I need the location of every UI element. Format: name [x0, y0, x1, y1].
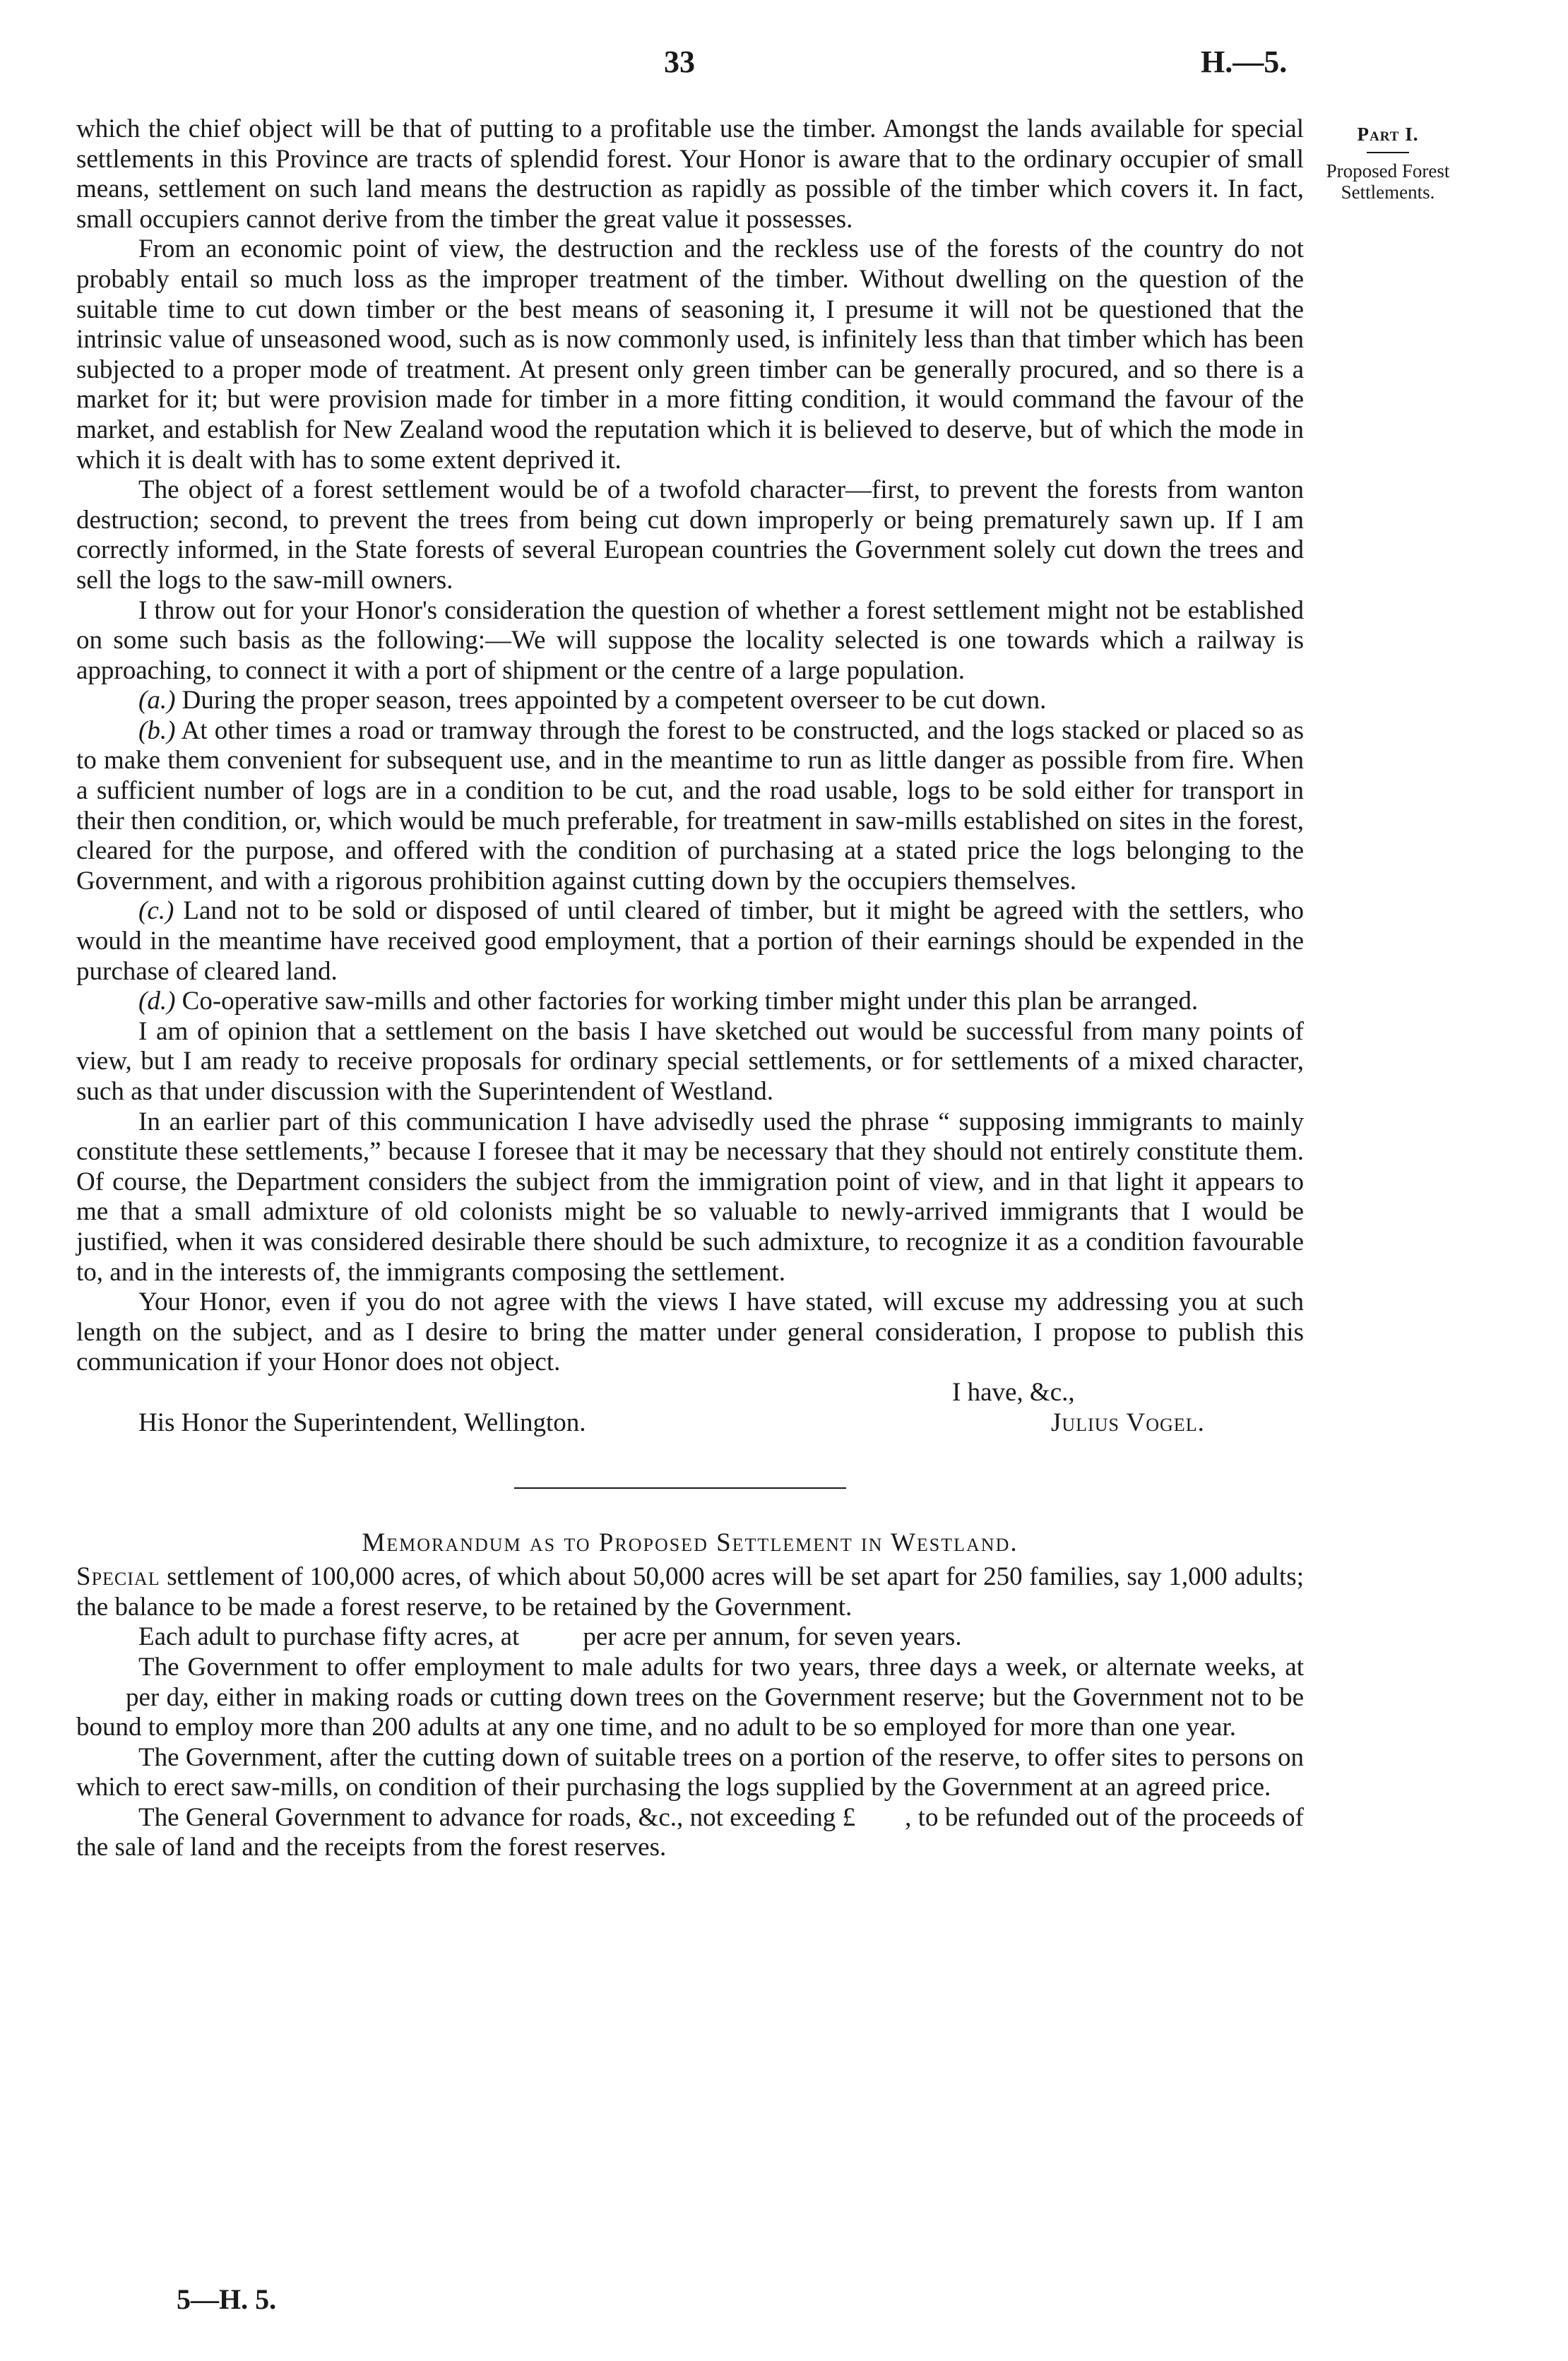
memorandum-paragraph [76, 1803, 1304, 1863]
memorandum-text: per day, either in making roads or cutting down trees on the Government reserve; but the Government not to be bound to employ more than 200 adults at any one time, and no adult to be so employed for more than one year. [76, 1682, 1304, 1742]
page-number: 33 [664, 44, 695, 79]
list-item-letter: (d.) [138, 987, 176, 1016]
list-item-letter: (a.) [138, 686, 176, 715]
running-head [0, 44, 1568, 86]
memorandum-paragraph [76, 1562, 1304, 1622]
list-item-d [76, 987, 1304, 1017]
margin-part-label: Part I. [1357, 124, 1419, 145]
list-item-a [76, 686, 1304, 716]
list-item-letter: (b.) [138, 715, 176, 745]
divider-rule [514, 1487, 846, 1489]
list-item-text: During the proper season, trees appointed by a competent overseer to be cut down. [182, 686, 1047, 715]
list-item-text: Land not to be sold or disposed of until cleared of timber, but it might be agreed with the settlers, who would in the meantime have received good employment, that a portion of their earnings should be expended in the purchase of cleared land. [76, 896, 1304, 986]
list-item-text: At other times a road or tramway through the forest to be constructed, and the logs stacked or placed so as to make them convenient for subsequent use, and in the meantime to run as little danger as possible from fire. When a sufficient number of logs are in a condition to be cut, and the road usable, logs to be sold either for transport in their then condition, or, which would be much preferable, for treatment in saw-mills established on sites in the forest, cleared for the purpose, and offered with the condition of purchasing at a stated price the logs belonging to the Government, and with a rigorous prohibition against cutting down by the occupiers themselves. [76, 715, 1304, 896]
memorandum-lead-word: Special [76, 1562, 160, 1592]
memorandum-paragraph: The Government, after the cutting down of suitable trees on a portion of the reserve, to offer sites to persons on which to erect saw-mills, on condition of their purchasing the logs supplied by the Government at an agreed price. [76, 1742, 1304, 1802]
signoff-line [76, 1378, 1304, 1408]
margin-note [1310, 124, 1466, 203]
memorandum-paragraph [76, 1653, 1304, 1743]
memorandum-text: per acre per annum, for seven years. [583, 1622, 962, 1652]
letter-paragraph: Your Honor, even if you do not agree with the views I have stated, will excuse my addressing you at such length on the subject, and as I desire to bring the matter under general consideration, I propose to publish this communication if your Honor does not object. [76, 1287, 1304, 1377]
margin-divider [1367, 152, 1409, 153]
memorandum-heading: Memorandum as to Proposed Settlement in Westland. [362, 1528, 1018, 1557]
letter-body [76, 114, 1304, 1863]
letter-paragraph: which the chief object will be that of putting to a profitable use the timber. Amongst the lands available for special settlements in this Province are tracts of splendid forest. Your Honor is aware that to the ordinary occupier of small means, settlement on such land means the destruction as rapidly as possible of the timber which covers it. In fact, small occupiers cannot derive from the timber the great value it possesses. [76, 114, 1304, 234]
memorandum-paragraph [76, 1622, 1304, 1653]
margin-topic-label: Proposed Forest Settlements. [1326, 160, 1450, 203]
list-item-text: Co-operative saw-mills and other factories for working timber might under this plan be arranged. [182, 987, 1199, 1016]
letter-paragraph: I am of opinion that a settlement on the basis I have sketched out would be successful from many points of view, but I am ready to receive proposals for ordinary special settlements, or for settlements of a mixed character, such as that under discussion with the Superintendent of Westland. [76, 1016, 1304, 1106]
letter-paragraph: From an economic point of view, the destruction and the reckless use of the forests of the country do not probably entail so much loss as the improper treatment of the timber. Without dwelling on the question of the suitable time to cut down timber or the best means of seasoning it, I presume it will not be questioned that the intrinsic value of unseasoned wood, such as is now commonly used, is infinitely less than that timber which has been subjected to a proper mode of treatment. At present only green timber can be generally procured, and so there is a market for it; but were provision made for timber in a more fitting condition, it would command the favour of the market, and establish for New Zealand wood the reputation which it is believed to deserve, but of which the mode in which it is dealt with has to some extent deprived it. [76, 234, 1304, 475]
addressee: His Honor the Superintendent, Wellington. [138, 1408, 586, 1437]
list-item-c [76, 896, 1304, 987]
list-item-b [76, 716, 1304, 897]
letter-paragraph: In an earlier part of this communication I have advisedly used the phrase “ supposing immigrants to mainly constitute these settlements,” because I foresee that it may be necessary that they should not entirely constitute them. Of course, the Department considers the subject from the immigration point of view, and in that light it appears to me that a small admixture of old colonists might be so valuable to newly-arrived immigrants that I would be justified, when it was considered desirable there should be such admixture, to recognize it as a condition favourable to, and in the interests of, the immigrants composing the settlement. [76, 1107, 1304, 1287]
signature-mark: 5—H. 5. [177, 2283, 277, 2315]
memorandum-text: The Government to offer employment to male adults for two years, three days a week, or alternate weeks, at [138, 1652, 1304, 1682]
memorandum-text: , to be refunded out of the proceeds of the sale of land and the receipts from the forest reserves. [76, 1802, 1304, 1862]
report-reference: H.—5. [1201, 44, 1288, 79]
signature: Julius Vogel. [1051, 1408, 1205, 1437]
memorandum-text: settlement of 100,000 acres, of which about 50,000 acres will be set apart for 250 families, say 1,000 adults; the balance to be made a forest reserve, to be retained by the Government. [76, 1562, 1304, 1622]
signature-row [76, 1408, 1304, 1442]
list-item-letter: (c.) [138, 896, 174, 926]
memorandum-text: Each adult to purchase fifty acres, at [138, 1622, 520, 1652]
letter-paragraph: The object of a forest settlement would be of a twofold character—first, to prevent the forests from wanton destruction; second, to prevent the trees from being cut down improperly or being prematurely sawn up. If I am correctly informed, in the State forests of several European countries the Government solely cut down the trees and sell the logs to the saw-mill owners. [76, 475, 1304, 595]
memorandum-text: The General Government to advance for roads, &c., not exceeding £ [138, 1802, 856, 1832]
section-divider [76, 1442, 1304, 1520]
letter-paragraph: I throw out for your Honor's consideration the question of whether a forest settlement might not be established on some such basis as the following:—We will suppose the locality selected is one towards which a railway is approaching, to connect it with a port of shipment or the centre of a large population. [76, 595, 1304, 685]
signoff: I have, &c., [952, 1377, 1075, 1407]
